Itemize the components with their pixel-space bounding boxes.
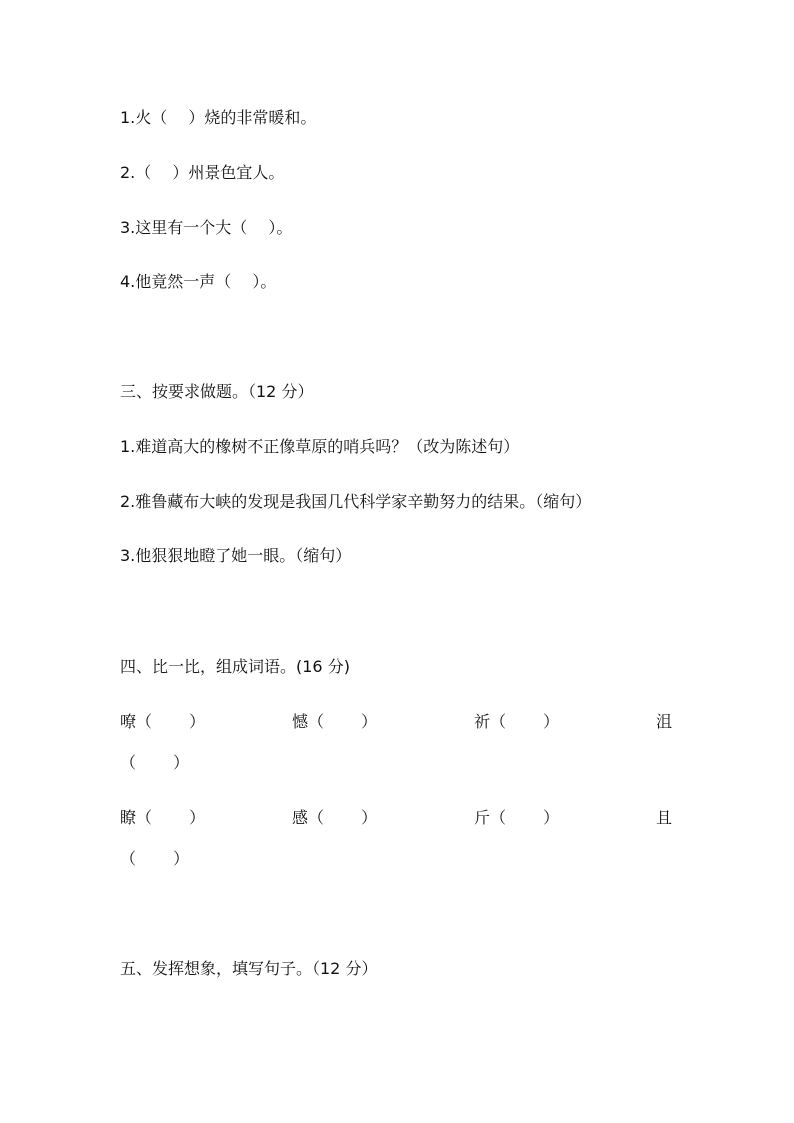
section-5-title: 五、发挥想象，填写句子。（12 分） bbox=[120, 959, 378, 978]
fill-blank-item-2: 2.（ ）州景色宜人。 bbox=[120, 163, 285, 182]
section-4-title: 四、比一比，组成词语。(16 分) bbox=[120, 657, 350, 676]
word-cell: 斤（ ） bbox=[474, 808, 560, 827]
fill-blank-item-4: 4.他竟然一声（ ）。 bbox=[120, 272, 277, 291]
fill-blank-item-3: 3.这里有一个大（ ）。 bbox=[120, 218, 293, 237]
section-3-item-2: 2.雅鲁藏布大峡的发现是我国几代科学家辛勤努力的结果。（缩句） bbox=[120, 492, 592, 511]
word-cell: 憾（ ） bbox=[292, 712, 378, 731]
section-3-item-3: 3.他狠狠地瞪了她一眼。（缩句） bbox=[120, 546, 352, 565]
word-cell: 瞭（ ） bbox=[120, 808, 206, 827]
word-cell: 感（ ） bbox=[292, 808, 378, 827]
word-cell-wrap: （ ） bbox=[120, 849, 190, 868]
word-cell: 且 bbox=[656, 808, 673, 827]
section-3-item-1: 1.难道高大的橡树不正像草原的哨兵吗？（改为陈述句） bbox=[120, 437, 520, 456]
fill-blank-item-1: 1.火（ ）烧的非常暖和。 bbox=[120, 108, 317, 127]
word-cell: 嘹（ ） bbox=[120, 712, 206, 731]
section-3-title: 三、按要求做题。（12 分） bbox=[120, 382, 314, 401]
word-cell: 祈（ ） bbox=[474, 712, 560, 731]
word-cell-wrap: （ ） bbox=[120, 753, 190, 772]
word-cell: 沮 bbox=[656, 712, 673, 731]
